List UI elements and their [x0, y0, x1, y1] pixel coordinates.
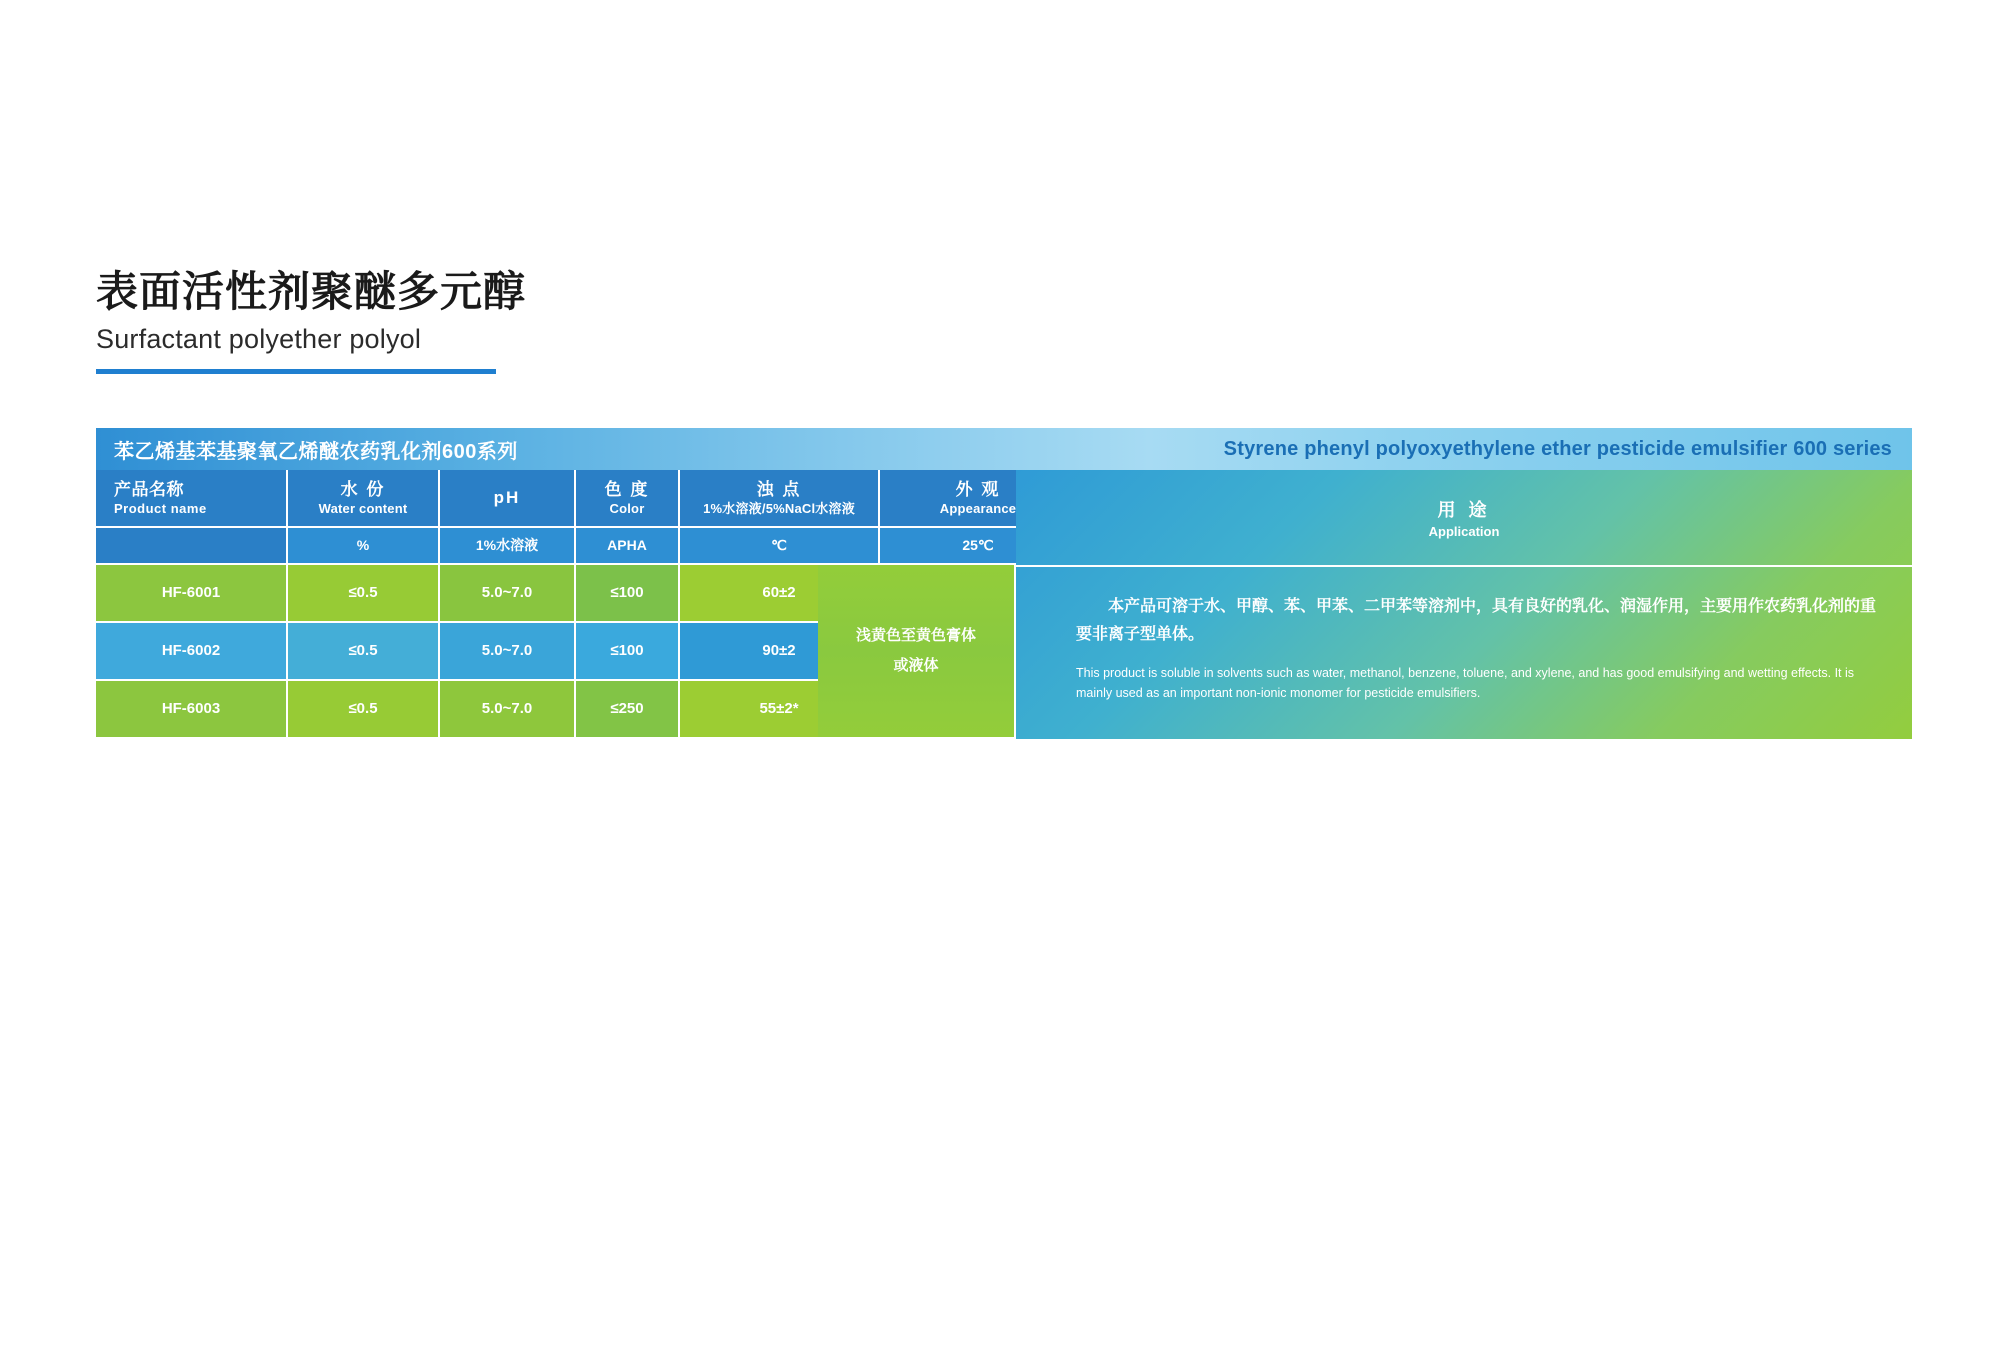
cell-ph: 5.0~7.0: [440, 565, 576, 623]
table-header-row-primary: [96, 470, 1016, 528]
header-color-en: Color: [609, 500, 645, 516]
spec-table: [96, 470, 1016, 739]
page-heading: [96, 268, 796, 374]
application-text-cn: 本产品可溶于水、甲醇、苯、甲苯、二甲苯等溶剂中，具有良好的乳化、润湿作用，主要用作农药乳化剂的重要非离子型单体。: [1076, 598, 1877, 643]
header-cloud-point: [680, 470, 880, 528]
cell-cloud-point: 60±2: [680, 565, 880, 623]
header-appearance-en: Appearance: [939, 500, 1017, 516]
header-water-content-en: Water content: [318, 500, 408, 516]
series-title-en: Styrene phenyl polyoxyethylene ether pesticide emulsifier 600 series: [1223, 437, 1892, 460]
cell-color: ≤100: [576, 623, 680, 681]
header-product-name: [96, 470, 288, 528]
header-appearance-cn: 外 观: [955, 480, 1001, 500]
page-title-en: Surfactant polyether polyol: [96, 324, 422, 355]
cell-ph: 5.0~7.0: [440, 681, 576, 739]
header-ph-cn: pH: [493, 488, 521, 508]
header-water-content: [288, 470, 440, 528]
unit-product-name: [96, 528, 288, 565]
application-body: [1016, 567, 1912, 739]
application-text-en: This product is soluble in solvents such as water, methanol, benzene, toluene, and xylene, and has good emulsifying and wetting effects. It is mainly used as an important non-ionic monomer for pesticide emulsifiers.: [1076, 666, 1855, 700]
table-header-row-units: [96, 528, 1016, 565]
table-row: [96, 681, 818, 739]
header-ph: [440, 470, 576, 528]
cell-water-content: ≤0.5: [288, 681, 440, 739]
table-grid: [96, 470, 1912, 739]
table-data-rows: [96, 565, 818, 739]
unit-cloud-point: ℃: [680, 528, 880, 565]
appearance-line-2: 或液体: [893, 657, 939, 674]
unit-color: APHA: [576, 528, 680, 565]
cell-water-content: ≤0.5: [288, 623, 440, 681]
table-body: [96, 565, 1016, 739]
table-row: [96, 565, 818, 623]
cell-product-name: HF-6002: [96, 623, 288, 681]
cell-ph: 5.0~7.0: [440, 623, 576, 681]
product-table-block: [96, 428, 1912, 739]
cell-appearance-merged: [818, 565, 1016, 739]
unit-ph: 1%水溶液: [440, 528, 576, 565]
cell-color: ≤100: [576, 565, 680, 623]
unit-appearance: 25℃: [880, 528, 1078, 565]
table-row: [96, 623, 818, 681]
application-panel: [1016, 470, 1912, 739]
header-product-name-en: Product name: [114, 500, 207, 516]
unit-water-content: %: [288, 528, 440, 565]
title-underline: [96, 369, 496, 374]
cell-cloud-point: 55±2*: [680, 681, 880, 739]
header-product-name-cn: 产品名称: [114, 480, 184, 500]
header-cloud-point-cn: 浊 点: [756, 480, 802, 500]
application-header-en: Application: [1428, 524, 1500, 539]
cell-water-content: ≤0.5: [288, 565, 440, 623]
appearance-line-1: 浅黄色至黄色膏体: [855, 627, 976, 644]
application-header: [1016, 470, 1912, 567]
header-cloud-point-en: 1%水溶液/5%NaCl水溶液: [703, 500, 855, 516]
series-banner: [96, 428, 1912, 470]
page-title-cn: 表面活性剂聚醚多元醇: [96, 268, 527, 315]
header-color-cn: 色 度: [604, 480, 650, 500]
cell-product-name: HF-6001: [96, 565, 288, 623]
cell-color: ≤250: [576, 681, 680, 739]
cell-cloud-point: 90±2: [680, 623, 880, 681]
header-color: [576, 470, 680, 528]
cell-product-name: HF-6003: [96, 681, 288, 739]
series-title-cn: 苯乙烯基苯基聚氧乙烯醚农药乳化剂600系列: [114, 440, 518, 463]
application-header-cn: 用 途: [1437, 500, 1491, 520]
header-water-content-cn: 水 份: [340, 480, 386, 500]
